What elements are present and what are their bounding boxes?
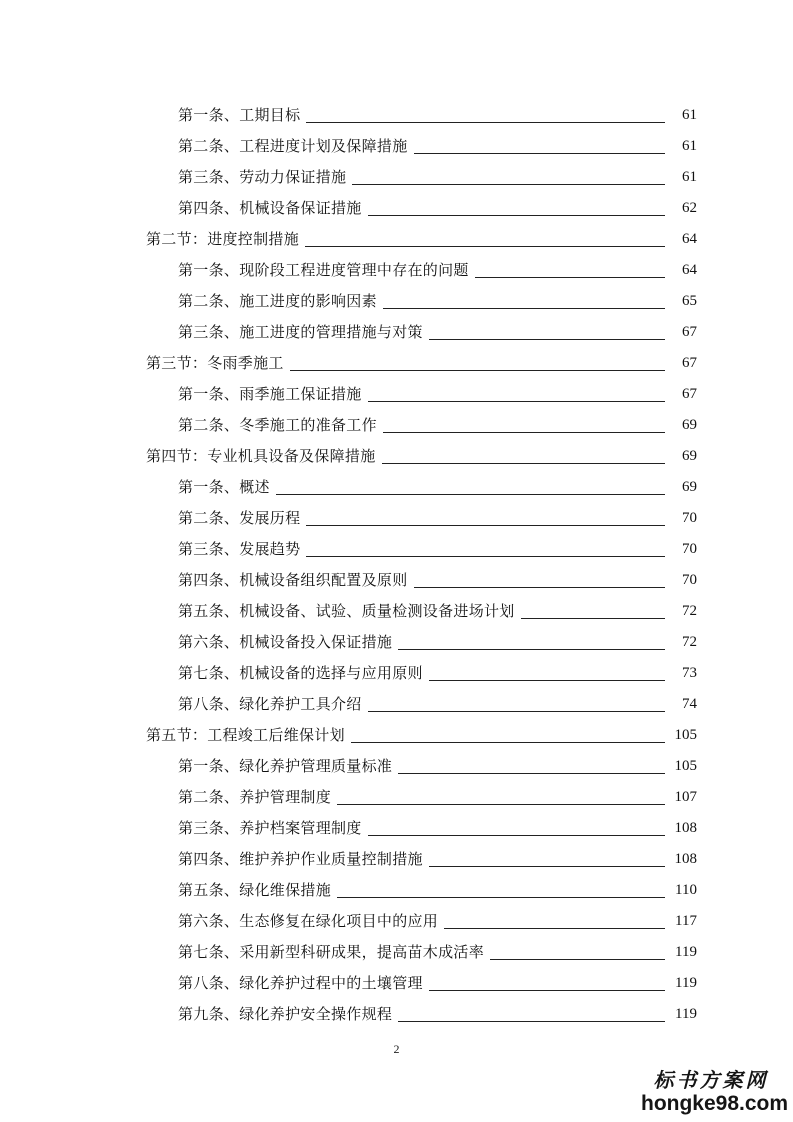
toc-entry-label: 第二条、发展历程 [178, 509, 301, 527]
toc-entry-label: 第一条、绿化养护管理质量标准 [178, 757, 393, 775]
toc-entry-label: 第二条、工程进度计划及保障措施 [178, 137, 408, 155]
toc-article-entry[interactable] [0, 96, 793, 127]
toc-article-entry[interactable] [0, 530, 793, 561]
toc-entry-page: 72 [682, 634, 697, 650]
toc-article-entry[interactable] [0, 406, 793, 437]
toc-article-entry[interactable] [0, 313, 793, 344]
toc-leader-line [276, 493, 665, 495]
toc-entry-label: 第三条、劳动力保证措施 [178, 168, 347, 186]
toc-leader-line [429, 989, 665, 991]
toc-article-entry[interactable] [0, 623, 793, 654]
toc-entry-page: 69 [682, 479, 697, 495]
watermark-title: 标书方案网 [653, 1068, 769, 1092]
toc-article-entry[interactable] [0, 561, 793, 592]
toc-article-entry[interactable] [0, 654, 793, 685]
toc-article-entry[interactable] [0, 964, 793, 995]
toc-leader-line [521, 617, 665, 619]
toc-entry-label: 第五条、机械设备、试验、质量检测设备进场计划 [178, 602, 515, 620]
toc-leader-line [475, 276, 665, 278]
toc-article-entry[interactable] [0, 282, 793, 313]
table-of-contents [0, 96, 793, 1026]
toc-entry-page: 69 [682, 448, 697, 464]
toc-leader-line [368, 400, 665, 402]
toc-article-entry[interactable] [0, 809, 793, 840]
toc-section-entry[interactable] [0, 437, 793, 468]
toc-article-entry[interactable] [0, 592, 793, 623]
toc-entry-page: 107 [674, 789, 697, 805]
toc-leader-line [368, 834, 665, 836]
toc-entry-page: 72 [682, 603, 697, 619]
toc-leader-line [490, 958, 665, 960]
toc-entry-page: 64 [682, 231, 697, 247]
toc-leader-line [398, 1020, 665, 1022]
toc-section-entry[interactable] [0, 220, 793, 251]
toc-entry-label: 第四节：专业机具设备及保障措施 [146, 447, 376, 465]
toc-entry-page: 108 [674, 851, 697, 867]
toc-leader-line [368, 214, 665, 216]
toc-leader-line [351, 741, 665, 743]
toc-leader-line [306, 121, 665, 123]
page-number: 2 [393, 1042, 400, 1056]
toc-leader-line [305, 245, 665, 247]
toc-article-entry[interactable] [0, 251, 793, 282]
toc-article-entry[interactable] [0, 685, 793, 716]
toc-entry-label: 第九条、绿化养护安全操作规程 [178, 1005, 393, 1023]
toc-entry-label: 第二条、冬季施工的准备工作 [178, 416, 377, 434]
toc-section-entry[interactable] [0, 344, 793, 375]
toc-leader-line [368, 710, 665, 712]
toc-entry-label: 第二节：进度控制措施 [146, 230, 300, 248]
toc-article-entry[interactable] [0, 933, 793, 964]
toc-leader-line [352, 183, 665, 185]
toc-leader-line [383, 307, 665, 309]
toc-entry-label: 第一条、概述 [178, 478, 270, 496]
toc-entry-page: 108 [674, 820, 697, 836]
toc-leader-line [337, 803, 665, 805]
toc-article-entry[interactable] [0, 158, 793, 189]
toc-article-entry[interactable] [0, 902, 793, 933]
toc-leader-line [383, 431, 665, 433]
toc-leader-line [414, 586, 665, 588]
toc-article-entry[interactable] [0, 468, 793, 499]
toc-article-entry[interactable] [0, 995, 793, 1026]
toc-entry-label: 第三条、养护档案管理制度 [178, 819, 362, 837]
toc-leader-line [337, 896, 665, 898]
toc-entry-page: 62 [682, 200, 697, 216]
toc-entry-page: 67 [682, 386, 697, 402]
toc-entry-page: 70 [682, 541, 697, 557]
toc-entry-page: 105 [674, 758, 697, 774]
toc-leader-line [429, 338, 665, 340]
toc-section-entry[interactable] [0, 716, 793, 747]
toc-entry-label: 第七条、采用新型科研成果，提高苗木成活率 [178, 943, 485, 961]
toc-leader-line [398, 772, 665, 774]
toc-entry-page: 61 [682, 169, 697, 185]
toc-entry-label: 第三节：冬雨季施工 [146, 354, 284, 372]
toc-entry-label: 第二条、施工进度的影响因素 [178, 292, 377, 310]
toc-entry-label: 第三条、发展趋势 [178, 540, 301, 558]
toc-entry-page: 117 [675, 913, 697, 929]
toc-entry-page: 73 [682, 665, 697, 681]
toc-entry-page: 74 [682, 696, 697, 712]
toc-entry-label: 第五节：工程竣工后维保计划 [146, 726, 345, 744]
toc-entry-page: 69 [682, 417, 697, 433]
toc-entry-page: 70 [682, 510, 697, 526]
toc-entry-label: 第四条、维护养护作业质量控制措施 [178, 850, 423, 868]
toc-entry-page: 119 [675, 944, 697, 960]
toc-entry-label: 第二条、养护管理制度 [178, 788, 332, 806]
toc-leader-line [444, 927, 665, 929]
watermark-logo [641, 1068, 789, 1116]
toc-entry-label: 第一条、雨季施工保证措施 [178, 385, 362, 403]
toc-leader-line [306, 524, 665, 526]
toc-entry-label: 第五条、绿化维保措施 [178, 881, 332, 899]
toc-entry-label: 第三条、施工进度的管理措施与对策 [178, 323, 423, 341]
toc-article-entry[interactable] [0, 747, 793, 778]
toc-entry-page: 64 [682, 262, 697, 278]
toc-entry-page: 119 [675, 1006, 697, 1022]
toc-leader-line [306, 555, 665, 557]
watermark-url: hongke98.com [641, 1092, 789, 1115]
toc-entry-page: 61 [682, 138, 697, 154]
toc-entry-page: 105 [674, 727, 697, 743]
toc-leader-line [429, 865, 665, 867]
toc-entry-page: 67 [682, 355, 697, 371]
toc-article-entry[interactable] [0, 778, 793, 809]
toc-article-entry[interactable] [0, 189, 793, 220]
toc-article-entry[interactable] [0, 871, 793, 902]
toc-entry-page: 67 [682, 324, 697, 340]
toc-entry-page: 65 [682, 293, 697, 309]
toc-entry-label: 第四条、机械设备保证措施 [178, 199, 362, 217]
toc-leader-line [382, 462, 665, 464]
toc-leader-line [398, 648, 665, 650]
toc-article-entry[interactable] [0, 375, 793, 406]
toc-entry-label: 第四条、机械设备组织配置及原则 [178, 571, 408, 589]
toc-entry-page: 110 [675, 882, 697, 898]
toc-leader-line [414, 152, 665, 154]
toc-entry-label: 第七条、机械设备的选择与应用原则 [178, 664, 423, 682]
toc-entry-page: 119 [675, 975, 697, 991]
toc-entry-label: 第六条、生态修复在绿化项目中的应用 [178, 912, 439, 930]
toc-entry-label: 第一条、现阶段工程进度管理中存在的问题 [178, 261, 469, 279]
toc-entry-label: 第八条、绿化养护工具介绍 [178, 695, 362, 713]
toc-article-entry[interactable] [0, 127, 793, 158]
toc-article-entry[interactable] [0, 840, 793, 871]
toc-entry-label: 第八条、绿化养护过程中的土壤管理 [178, 974, 423, 992]
toc-article-entry[interactable] [0, 499, 793, 530]
toc-entry-page: 70 [682, 572, 697, 588]
toc-leader-line [290, 369, 665, 371]
toc-entry-page: 61 [682, 107, 697, 123]
toc-entry-label: 第六条、机械设备投入保证措施 [178, 633, 393, 651]
toc-leader-line [429, 679, 665, 681]
toc-entry-label: 第一条、工期目标 [178, 106, 301, 124]
